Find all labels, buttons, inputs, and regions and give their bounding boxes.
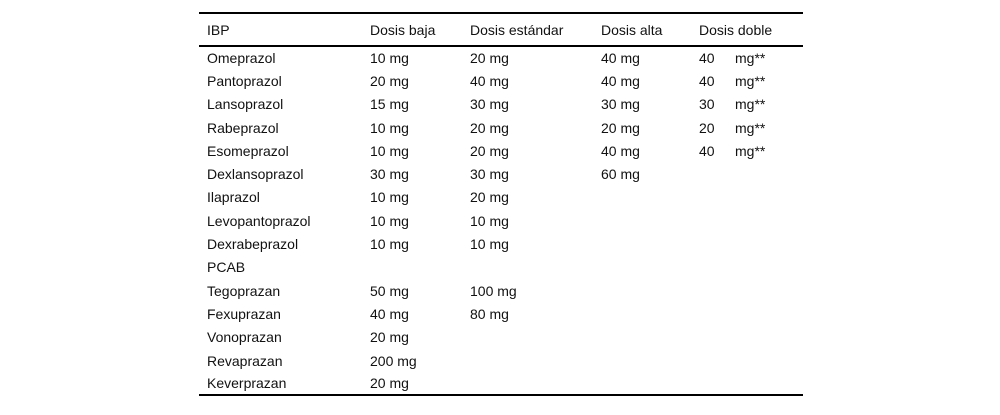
drug-name-cell: Omeprazol bbox=[207, 50, 276, 67]
section-row bbox=[199, 256, 803, 279]
dosis-baja-cell bbox=[370, 256, 470, 279]
dosis-estandar-cell: 30 mg bbox=[470, 96, 509, 113]
dosis-estandar-cell: 40 mg bbox=[470, 72, 509, 89]
drug-name-cell: Levopantoprazol bbox=[207, 212, 311, 229]
dosis-alta-cell: 40 mg bbox=[601, 50, 640, 67]
drug-name-cell: Vonoprazan bbox=[207, 329, 282, 346]
column-header-doble: Dosis doble bbox=[699, 13, 803, 46]
drug-name-cell: Lansoprazol bbox=[207, 96, 284, 113]
dosis-estandar-cell: 10 mg bbox=[470, 236, 509, 253]
table-row bbox=[199, 326, 803, 349]
table-row bbox=[199, 279, 803, 302]
table-row bbox=[199, 162, 803, 185]
dosis-doble-cell bbox=[699, 232, 803, 255]
drug-name-cell: Pantoprazol bbox=[207, 72, 282, 89]
dosis-doble-value: 30 bbox=[699, 96, 715, 113]
dosis-baja-cell: 200 mg bbox=[370, 352, 417, 369]
dosis-estandar-cell bbox=[470, 349, 601, 372]
dosis-alta-cell bbox=[601, 349, 699, 372]
dosis-doble-cell bbox=[699, 349, 803, 372]
dosis-estandar-cell: 100 mg bbox=[470, 282, 517, 299]
dosis-alta-cell: 60 mg bbox=[601, 166, 640, 183]
dosis-baja-cell: 15 mg bbox=[370, 96, 409, 113]
dosis-baja-cell: 20 mg bbox=[370, 72, 409, 89]
table-row bbox=[199, 93, 803, 116]
dosis-baja-cell: 20 mg bbox=[370, 329, 409, 346]
dosis-doble-cell bbox=[699, 139, 803, 162]
dosis-baja-cell: 20 mg bbox=[370, 375, 409, 392]
dosis-estandar-cell: 20 mg bbox=[470, 50, 509, 67]
dosis-doble-value: 20 bbox=[699, 119, 715, 136]
dosis-baja-cell: 10 mg bbox=[370, 189, 409, 206]
dosis-alta-cell bbox=[601, 232, 699, 255]
drug-name-cell: Rabeprazol bbox=[207, 119, 279, 136]
dosis-doble-cell bbox=[699, 279, 803, 302]
drug-name-cell: Revaprazan bbox=[207, 352, 283, 369]
dosis-alta-cell bbox=[601, 256, 699, 279]
header-row bbox=[199, 13, 803, 46]
dosis-estandar-cell: 20 mg bbox=[470, 189, 509, 206]
dosis-doble-cell bbox=[699, 302, 803, 325]
table-row bbox=[199, 139, 803, 162]
dosis-alta-cell: 30 mg bbox=[601, 96, 640, 113]
dosis-estandar-cell: 80 mg bbox=[470, 305, 509, 322]
table-row bbox=[199, 349, 803, 372]
dosis-doble-unit: mg** bbox=[735, 96, 766, 113]
dosis-baja-cell: 40 mg bbox=[370, 305, 409, 322]
dosis-alta-cell: 20 mg bbox=[601, 119, 640, 136]
dosis-alta-cell bbox=[601, 326, 699, 349]
dosis-estandar-cell: 10 mg bbox=[470, 212, 509, 229]
dosis-doble-cell bbox=[699, 69, 803, 92]
table-header bbox=[199, 13, 803, 46]
drug-name-cell: Tegoprazan bbox=[207, 282, 281, 299]
drug-name-cell: Dexrabeprazol bbox=[207, 236, 299, 253]
dosis-doble-value: 40 bbox=[699, 72, 715, 89]
dosis-alta-cell bbox=[601, 209, 699, 232]
dosis-baja-cell: 10 mg bbox=[370, 142, 409, 159]
dosis-doble-unit: mg** bbox=[735, 50, 766, 67]
dosis-baja-cell: 10 mg bbox=[370, 50, 409, 67]
dosis-doble-cell bbox=[699, 186, 803, 209]
dosis-doble-cell bbox=[699, 46, 803, 69]
table-row bbox=[199, 69, 803, 92]
dosis-doble-cell bbox=[699, 326, 803, 349]
dosis-baja-cell: 30 mg bbox=[370, 166, 409, 183]
drug-name-cell: Esomeprazol bbox=[207, 142, 289, 159]
dosis-baja-cell: 10 mg bbox=[370, 119, 409, 136]
dosis-estandar-cell bbox=[470, 256, 601, 279]
drug-name-cell: Dexlansoprazol bbox=[207, 166, 304, 183]
dosis-doble-value: 40 bbox=[699, 50, 715, 67]
table-row bbox=[199, 116, 803, 139]
table-row bbox=[199, 302, 803, 325]
table-row bbox=[199, 232, 803, 255]
dose-table bbox=[199, 12, 803, 396]
dosis-alta-cell: 40 mg bbox=[601, 142, 640, 159]
dosis-baja-cell: 50 mg bbox=[370, 282, 409, 299]
dosis-estandar-cell bbox=[470, 372, 601, 395]
dosis-doble-unit: mg** bbox=[735, 119, 766, 136]
dosis-alta-cell bbox=[601, 186, 699, 209]
section-label-cell: PCAB bbox=[207, 259, 246, 276]
dosis-alta-cell: 40 mg bbox=[601, 72, 640, 89]
column-header-baja: Dosis baja bbox=[370, 13, 470, 46]
dosis-estandar-cell bbox=[470, 326, 601, 349]
dosis-doble-cell bbox=[699, 256, 803, 279]
dosis-baja-cell: 10 mg bbox=[370, 236, 409, 253]
table-row bbox=[199, 372, 803, 395]
dosis-estandar-cell: 20 mg bbox=[470, 142, 509, 159]
dosis-alta-cell bbox=[601, 372, 699, 395]
dosis-doble-cell bbox=[699, 93, 803, 116]
drug-name-cell: Keverprazan bbox=[207, 375, 287, 392]
dosis-alta-cell bbox=[601, 302, 699, 325]
dosis-doble-value: 40 bbox=[699, 142, 715, 159]
table-row bbox=[199, 186, 803, 209]
table-body bbox=[199, 46, 803, 395]
dosis-doble-cell bbox=[699, 116, 803, 139]
drug-name-cell: Ilaprazol bbox=[207, 189, 260, 206]
dosis-doble-unit: mg** bbox=[735, 142, 766, 159]
dosis-estandar-cell: 20 mg bbox=[470, 119, 509, 136]
column-header-alta: Dosis alta bbox=[601, 13, 699, 46]
dosis-baja-cell: 10 mg bbox=[370, 212, 409, 229]
column-header-estandar: Dosis estándar bbox=[470, 13, 601, 46]
dosis-doble-cell bbox=[699, 372, 803, 395]
drug-name-cell: Fexuprazan bbox=[207, 305, 281, 322]
dosis-doble-cell bbox=[699, 162, 803, 185]
column-header-name: IBP bbox=[199, 13, 370, 46]
table-row bbox=[199, 46, 803, 69]
table-row bbox=[199, 209, 803, 232]
dosis-alta-cell bbox=[601, 279, 699, 302]
dosis-doble-cell bbox=[699, 209, 803, 232]
dosis-doble-unit: mg** bbox=[735, 72, 766, 89]
dosis-estandar-cell: 30 mg bbox=[470, 166, 509, 183]
